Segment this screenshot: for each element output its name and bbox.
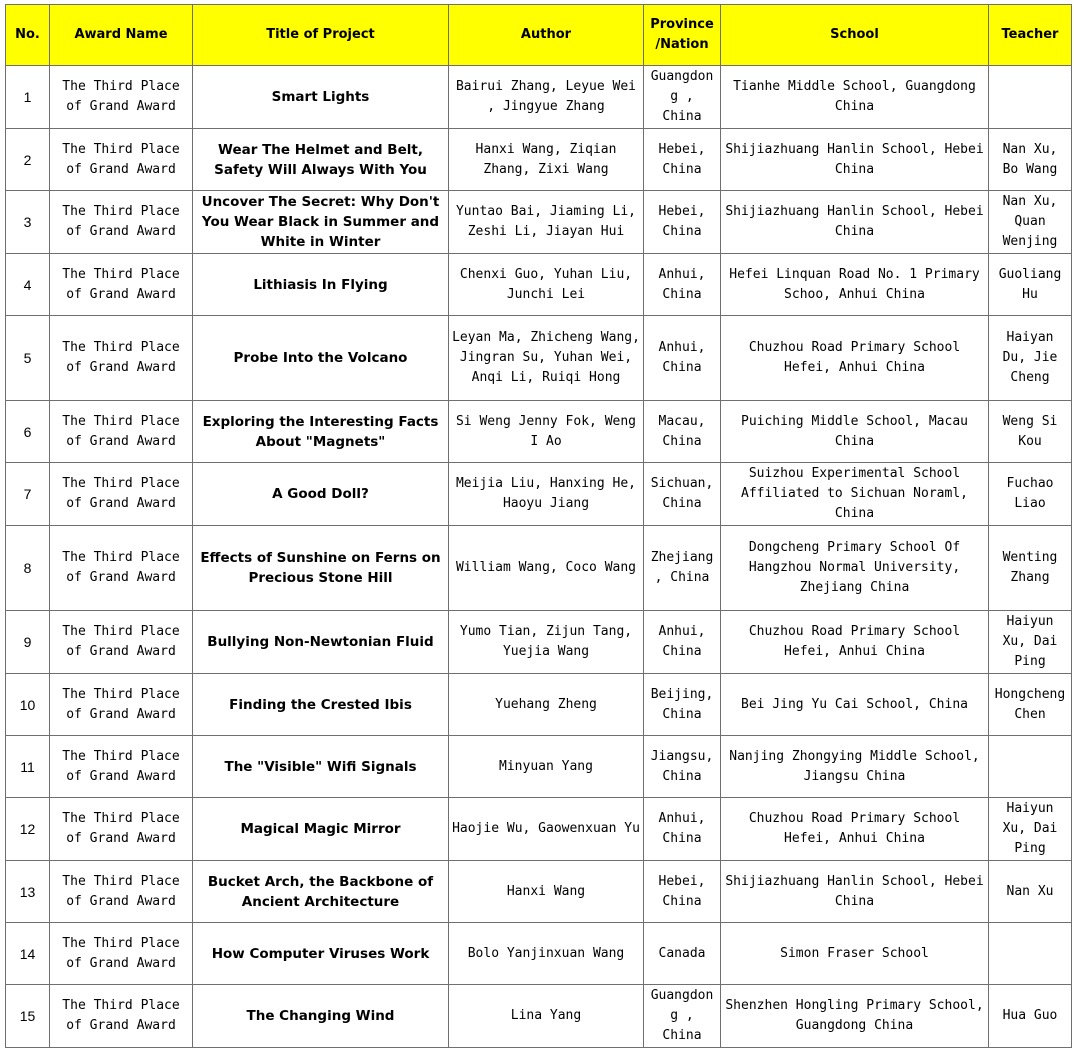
cell-author: Chenxi Guo, Yuhan Liu, Junchi Lei (449, 254, 644, 316)
cell-award: The Third Place of Grand Award (50, 798, 193, 861)
cell-teacher: Wenting Zhang (989, 526, 1072, 611)
table-row (6, 254, 1072, 316)
cell-no: 14 (6, 923, 50, 985)
cell-teacher: Hongcheng Chen (989, 674, 1072, 736)
table-row (6, 526, 1072, 611)
cell-title: The "Visible" Wifi Signals (193, 736, 449, 798)
table-row (6, 66, 1072, 129)
cell-province: Guangdong , China (644, 985, 721, 1048)
cell-school: Tianhe Middle School, Guangdong China (721, 66, 989, 129)
cell-author: Hanxi Wang (449, 861, 644, 923)
cell-school: Shijiazhuang Hanlin School, Hebei China (721, 129, 989, 191)
table-row (6, 129, 1072, 191)
cell-title: Lithiasis In Flying (193, 254, 449, 316)
table-row (6, 191, 1072, 254)
header-teacher: Teacher (989, 5, 1072, 66)
cell-province: Guangdong , China (644, 66, 721, 129)
cell-award: The Third Place of Grand Award (50, 611, 193, 674)
cell-teacher: Haiyun Xu, Dai Ping (989, 798, 1072, 861)
header-province (644, 5, 721, 66)
cell-province: Hebei, China (644, 191, 721, 254)
cell-province: Hebei, China (644, 861, 721, 923)
cell-title: Exploring the Interesting Facts About "Magnets" (193, 401, 449, 463)
cell-award: The Third Place of Grand Award (50, 674, 193, 736)
cell-teacher: Haiyun Xu, Dai Ping (989, 611, 1072, 674)
cell-province: Canada (644, 923, 721, 985)
cell-award: The Third Place of Grand Award (50, 254, 193, 316)
cell-school: Suizhou Experimental School Affiliated to Sichuan Noraml, China (721, 463, 989, 526)
cell-teacher: Guoliang Hu (989, 254, 1072, 316)
cell-award: The Third Place of Grand Award (50, 861, 193, 923)
cell-award: The Third Place of Grand Award (50, 985, 193, 1048)
cell-province: Sichuan, China (644, 463, 721, 526)
header-author: Author (449, 5, 644, 66)
cell-school: Bei Jing Yu Cai School, China (721, 674, 989, 736)
cell-school: Dongcheng Primary School Of Hangzhou Normal University, Zhejiang China (721, 526, 989, 611)
table-row (6, 674, 1072, 736)
table-row (6, 401, 1072, 463)
table-row (6, 985, 1072, 1048)
cell-author: Haojie Wu, Gaowenxuan Yu (449, 798, 644, 861)
cell-school: Simon Fraser School (721, 923, 989, 985)
cell-title: Smart Lights (193, 66, 449, 129)
cell-teacher (989, 923, 1072, 985)
cell-school: Chuzhou Road Primary School Hefei, Anhui China (721, 798, 989, 861)
cell-school: Chuzhou Road Primary School Hefei, Anhui China (721, 611, 989, 674)
cell-school: Hefei Linquan Road No. 1 Primary Schoo, Anhui China (721, 254, 989, 316)
cell-author: Si Weng Jenny Fok, Weng I Ao (449, 401, 644, 463)
cell-author: Hanxi Wang, Ziqian Zhang, Zixi Wang (449, 129, 644, 191)
cell-no: 11 (6, 736, 50, 798)
cell-author: Leyan Ma, Zhicheng Wang, Jingran Su, Yuhan Wei, Anqi Li, Ruiqi Hong (449, 316, 644, 401)
cell-award: The Third Place of Grand Award (50, 923, 193, 985)
cell-teacher: Haiyan Du, Jie Cheng (989, 316, 1072, 401)
cell-author: William Wang, Coco Wang (449, 526, 644, 611)
cell-school: Nanjing Zhongying Middle School, Jiangsu China (721, 736, 989, 798)
cell-award: The Third Place of Grand Award (50, 316, 193, 401)
cell-title: Finding the Crested Ibis (193, 674, 449, 736)
header-row (6, 5, 1072, 66)
cell-title: Wear The Helmet and Belt, Safety Will Always With You (193, 129, 449, 191)
cell-province: Zhejiang, China (644, 526, 721, 611)
cell-province: Beijing, China (644, 674, 721, 736)
table-row (6, 316, 1072, 401)
cell-no: 7 (6, 463, 50, 526)
cell-title: Probe Into the Volcano (193, 316, 449, 401)
cell-title: Magical Magic Mirror (193, 798, 449, 861)
cell-award: The Third Place of Grand Award (50, 736, 193, 798)
cell-school: Chuzhou Road Primary School Hefei, Anhui China (721, 316, 989, 401)
cell-award: The Third Place of Grand Award (50, 66, 193, 129)
cell-teacher: Weng Si Kou (989, 401, 1072, 463)
cell-province: Anhui, China (644, 316, 721, 401)
cell-no: 9 (6, 611, 50, 674)
cell-school: Shijiazhuang Hanlin School, Hebei China (721, 861, 989, 923)
cell-no: 8 (6, 526, 50, 611)
cell-no: 2 (6, 129, 50, 191)
cell-teacher: Fuchao Liao (989, 463, 1072, 526)
cell-author: Bolo Yanjinxuan Wang (449, 923, 644, 985)
cell-award: The Third Place of Grand Award (50, 463, 193, 526)
cell-province: Anhui, China (644, 798, 721, 861)
header-title: Title of Project (193, 5, 449, 66)
cell-award: The Third Place of Grand Award (50, 526, 193, 611)
header-no: No. (6, 5, 50, 66)
table-row (6, 611, 1072, 674)
cell-no: 1 (6, 66, 50, 129)
cell-title: A Good Doll? (193, 463, 449, 526)
cell-teacher: Nan Xu (989, 861, 1072, 923)
cell-school: Shenzhen Hongling Primary School, Guangdong China (721, 985, 989, 1048)
cell-no: 15 (6, 985, 50, 1048)
table-row (6, 861, 1072, 923)
table-row (6, 798, 1072, 861)
cell-title: Bullying Non-Newtonian Fluid (193, 611, 449, 674)
cell-teacher: Hua Guo (989, 985, 1072, 1048)
cell-author: Meijia Liu, Hanxing He, Haoyu Jiang (449, 463, 644, 526)
cell-title: Uncover The Secret: Why Don't You Wear Black in Summer and White in Winter (193, 191, 449, 254)
cell-title: Bucket Arch, the Backbone of Ancient Architecture (193, 861, 449, 923)
cell-teacher (989, 736, 1072, 798)
cell-no: 12 (6, 798, 50, 861)
cell-author: Yuehang Zheng (449, 674, 644, 736)
cell-author: Bairui Zhang, Leyue Wei , Jingyue Zhang (449, 66, 644, 129)
awards-table (5, 4, 1072, 1048)
cell-province: Jiangsu, China (644, 736, 721, 798)
cell-title: Effects of Sunshine on Ferns on Precious Stone Hill (193, 526, 449, 611)
table-row (6, 736, 1072, 798)
cell-no: 10 (6, 674, 50, 736)
cell-province: Anhui, China (644, 254, 721, 316)
table-row (6, 923, 1072, 985)
cell-author: Yumo Tian, Zijun Tang, Yuejia Wang (449, 611, 644, 674)
cell-no: 6 (6, 401, 50, 463)
awards-table-container (5, 4, 1072, 1048)
header-award-name: Award Name (50, 5, 193, 66)
cell-school: Puiching Middle School, Macau China (721, 401, 989, 463)
cell-teacher: Nan Xu, Quan Wenjing (989, 191, 1072, 254)
cell-award: The Third Place of Grand Award (50, 129, 193, 191)
cell-title: How Computer Viruses Work (193, 923, 449, 985)
cell-teacher: Nan Xu, Bo Wang (989, 129, 1072, 191)
cell-province: Macau, China (644, 401, 721, 463)
cell-province: Anhui, China (644, 611, 721, 674)
cell-no: 3 (6, 191, 50, 254)
cell-author: Lina Yang (449, 985, 644, 1048)
cell-school: Shijiazhuang Hanlin School, Hebei China (721, 191, 989, 254)
cell-author: Minyuan Yang (449, 736, 644, 798)
cell-author: Yuntao Bai, Jiaming Li, Zeshi Li, Jiayan Hui (449, 191, 644, 254)
cell-title: The Changing Wind (193, 985, 449, 1048)
cell-award: The Third Place of Grand Award (50, 191, 193, 254)
cell-no: 13 (6, 861, 50, 923)
table-row (6, 463, 1072, 526)
header-province-label: Province /Nation (650, 17, 714, 52)
cell-no: 4 (6, 254, 50, 316)
header-school: School (721, 5, 989, 66)
cell-award: The Third Place of Grand Award (50, 401, 193, 463)
cell-teacher (989, 66, 1072, 129)
cell-no: 5 (6, 316, 50, 401)
cell-province: Hebei, China (644, 129, 721, 191)
